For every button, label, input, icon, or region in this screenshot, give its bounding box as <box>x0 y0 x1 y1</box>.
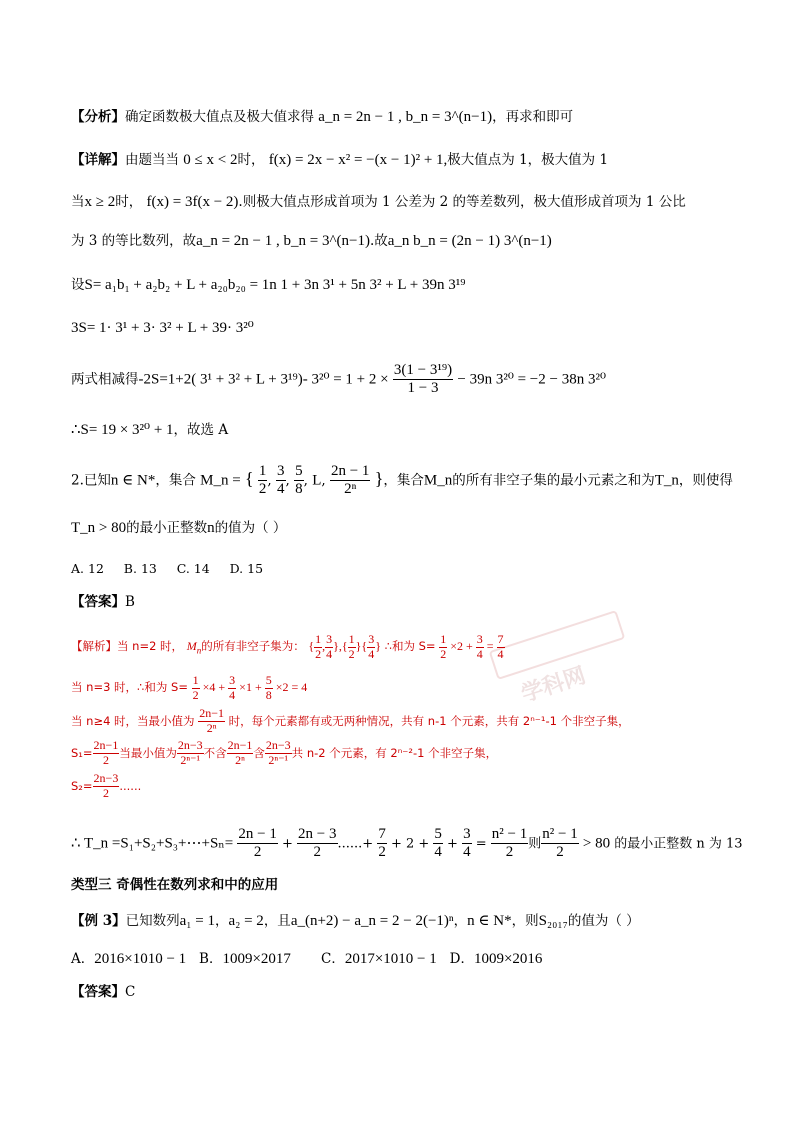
example-condition: n ∈ N* <box>467 913 512 929</box>
fraction-numerator: 3(1 − 3¹⁹) <box>393 362 453 380</box>
solution2-line-5: S₂= $\frac{2n-3}{2}$ ...... <box>71 771 142 800</box>
example-text: 的值为（ ） <box>567 913 640 929</box>
solution-text: 当 n=2 时， <box>117 639 184 654</box>
question-formula: T_n > 80 <box>71 520 127 536</box>
detail-condition: x ≥ 2 <box>84 194 116 210</box>
option-c[interactable] <box>321 951 437 967</box>
detail-text: 为 3 的等比数列，故 <box>71 233 197 249</box>
detail-formula: -2S=1+2( 3¹ + 3² + L + 3¹⁹)- 3²⁰ = 1 + 2 × <box>138 371 389 388</box>
question2-answer <box>71 593 135 611</box>
set-label: M_n <box>423 472 453 489</box>
option-value: 1009×2016 <box>473 951 543 967</box>
analysis-tail: ，再求和即可 <box>492 109 574 125</box>
set-item: L <box>312 472 322 489</box>
fraction-numerator: 3 <box>276 463 286 481</box>
solution-text: 不含 <box>203 745 227 760</box>
detail-formula: S= a₁b₁ + a₂b₂ + L + a₂₀b₂₀ = 1n 1 + 3n 3¹ + 5n 3² + L + 39n 3¹⁹ <box>84 277 466 293</box>
detail-formula: 3S= 1· 3¹ + 3· 3² + L + 39· 3²⁰ <box>71 320 254 336</box>
detail-text: .则极大值点形成首项为 1 公差为 2 的等差数列，极大值形成首项为 1 公比 <box>238 194 686 210</box>
example-text: 已知数列 <box>125 913 180 929</box>
option-label: C． <box>320 951 345 967</box>
solution-label: 【解析】 <box>71 639 117 654</box>
example3-answer <box>71 983 135 1001</box>
detail-formula: a_n = 2n − 1 , b_n = 3^(n−1) <box>196 233 370 249</box>
question-text: 的最小正整数 <box>126 520 208 536</box>
fraction-denominator: 4 <box>277 481 285 498</box>
solution-text: 当 n≥4 时，当最小值为 <box>71 713 195 728</box>
section-title: 类型三 奇偶性在数列求和中的应用 <box>71 877 279 893</box>
detail-line-2 <box>71 193 686 211</box>
detail-line-4 <box>71 276 465 294</box>
sum-fraction: $\frac{3}{4}$ <box>463 826 471 861</box>
solution-text: S₂= <box>71 778 93 793</box>
detail-line-6 <box>71 362 606 398</box>
detail-line-5 <box>71 319 254 337</box>
fraction-numerator: 5 <box>294 463 304 481</box>
solution2-line-1: 【解析】当 n=2 时， $M_n$的所有非空子集为： { $\frac{1}{2}$ , $\frac{3}{4}$ },{ $\frac{1}{2}$ }{ $\frac{3}{4}$ } ∴和为 S= $\frac{1}{2}$ ×2 + $\frac{3}{4}$ = $\frac{7}{4}$ <box>71 632 504 661</box>
fraction-denominator: 1 − 3 <box>407 380 439 397</box>
option-b[interactable] <box>124 561 157 576</box>
question-text: ，则使得 <box>678 472 733 489</box>
question2-options <box>71 560 263 578</box>
fraction-numerator: 2n − 1 <box>330 463 370 481</box>
solution-sum: $\frac{1}{2}$ ×4 + $\frac{3}{4}$ ×1 + $\frac{5}{8}$ ×2 = 4 <box>192 673 308 702</box>
solution-text: S₁= <box>71 745 93 760</box>
sum-dots: ......+ <box>337 836 374 852</box>
option-label: A． <box>71 951 95 967</box>
solution-text: ...... <box>119 778 142 793</box>
detail-line-1 <box>71 151 608 169</box>
solution-text: 的所有非空子集为： <box>201 639 305 654</box>
question-number: 2.已知 <box>71 472 111 489</box>
answer-label: 【答案】 <box>71 594 125 610</box>
solution-text: 时，每个元素都有或无两种情况，共有 n-1 个元素，共有 2ⁿ⁻¹-1 个非空子集， <box>228 713 630 728</box>
option-label: D． <box>449 951 474 967</box>
analysis-label: 【分析】 <box>71 109 125 125</box>
detail-text: 设 <box>71 277 85 293</box>
option-label: C. <box>176 561 190 576</box>
question-variable: n <box>207 520 215 536</box>
example-label: 【例 3】 <box>71 913 126 929</box>
option-a[interactable] <box>71 561 104 576</box>
example-condition: a₁ = 1 <box>179 913 215 929</box>
example3-line-1: 【例 3】已知数列a₁ = 1，a₂ = 2，且a_(n+2) − a_n = 2 − 2(−1)ⁿ，n ∈ N*，则S₂₀₁₇的值为（ ） <box>71 913 640 929</box>
question-text: 的值为（ ） <box>214 520 287 536</box>
set-brace-open: { <box>244 468 254 489</box>
set-label: M_n = <box>200 472 241 489</box>
watermark-logo: 学科网 <box>518 663 589 708</box>
analysis-formula: a_n = 2n − 1 , b_n = 3^(n−1) <box>318 109 493 125</box>
option-b[interactable] <box>199 951 291 967</box>
example-recurrence: a_(n+2) − a_n = 2 − 2(−1)ⁿ <box>290 913 454 929</box>
option-label: A. <box>71 561 85 576</box>
detail-formula: f(x) = 3f(x − 2) <box>146 194 239 210</box>
set-item <box>294 463 304 499</box>
option-value: 13 <box>140 561 157 576</box>
sum-text: 则 <box>528 836 542 852</box>
detail-text: 极大值点为 1，极大值为 1 <box>447 152 609 168</box>
answer-value: C <box>125 984 136 1000</box>
example3-options <box>71 950 542 968</box>
detail-text: 由题当当 <box>125 152 179 168</box>
detail-text: 两式相减得 <box>71 371 139 388</box>
option-label: D. <box>229 561 244 576</box>
sum-text: 的最小正整数 n 为 13 <box>614 836 743 852</box>
solution2-line-2 <box>71 674 307 703</box>
question2-line-1: 2.已知n ∈ N*，集合 M_n = { $\frac{1}{2}$ , $\frac{3}{4}$ , $\frac{5}{8}$ , L, $\frac{2n - 1}{\text{2ⁿ}}$ }，集合M_n的所有非空子集的最小元素之和为T_n，则使得 <box>71 463 733 498</box>
option-value: 12 <box>88 561 104 576</box>
solution2-line-4: S₁= $\frac{2n-1}{2}$ 当最小值为 $\frac{2n-3}{\text{2ⁿ⁻¹}}$ 不含 $\frac{2n-1}{\text{2ⁿ}}$ 含 $\frac{2n-3}{\text{2ⁿ⁻¹}}$ 共 n-2 个元素，有 2ⁿ⁻²-1 个非空子集， <box>71 738 498 767</box>
option-value: 2016×1010 − 1 <box>94 951 187 967</box>
solution-text: ∴和为 S= <box>384 639 436 654</box>
option-a[interactable] <box>71 951 186 967</box>
detail-text: .故 <box>369 233 388 249</box>
example-text: ，且 <box>263 913 291 929</box>
solution-text: 共 n-2 个元素，有 2ⁿ⁻²-1 个非空子集， <box>291 745 498 760</box>
option-d[interactable] <box>230 561 263 576</box>
answer-value: B <box>125 594 135 610</box>
sum-fraction: $\frac{2n - 3}{2}$ <box>298 826 337 861</box>
solution-sets: { $\frac{1}{2}$ , $\frac{3}{4}$ },{ $\frac{1}{2}$ }{ $\frac{3}{4}$ } <box>308 632 381 661</box>
solution-text: 含 <box>253 745 265 760</box>
detail-condition: 0 ≤ x < 2 <box>183 152 238 168</box>
detail-formula: − 39n 3²⁰ = −2 − 38n 3²⁰ <box>457 371 606 388</box>
detail-formula: a_n b_n = (2n − 1) 3^(n−1) <box>387 233 552 249</box>
solution2-line-3 <box>71 707 630 736</box>
example-target: S₂₀₁₇ <box>538 913 568 929</box>
analysis-line <box>71 108 573 126</box>
detail-formula: f(x) = 2x − x² = −(x − 1)² + 1, <box>268 152 448 168</box>
sum-inequality: > 80 <box>582 835 611 852</box>
option-c[interactable] <box>177 561 210 576</box>
answer-label: 【答案】 <box>71 984 125 1000</box>
option-value: 15 <box>247 561 264 576</box>
option-label: B． <box>199 951 223 967</box>
question-text: ，集合 <box>383 472 424 489</box>
sum-fraction: $\frac{\text{n² − 1}}{2}$ <box>542 826 578 861</box>
question-condition: n ∈ N* <box>110 472 156 489</box>
detail-text: 时， <box>237 152 265 168</box>
set-item <box>276 463 286 499</box>
sum-fraction: $\frac{2n - 1}{2}$ <box>238 826 277 861</box>
solution-text: 当最小值为 <box>119 745 177 760</box>
sum-fraction: $\frac{7}{2}$ <box>378 826 386 861</box>
sum-prefix: ∴ T_n =S₁+S₂+S₃+⋯+Sₙ= <box>71 835 234 852</box>
solution-fraction: $\frac{2n-1}{\text{2ⁿ}}$ <box>199 706 224 735</box>
detail-text: 当 <box>71 194 85 210</box>
sum-fraction: $\frac{5}{4}$ <box>434 826 442 861</box>
solution-sum: $\frac{1}{2}$ ×2 + $\frac{3}{4}$ = $\frac{7}{4}$ <box>440 632 504 661</box>
detail-formula: ∴S= 19 × 3²⁰ + 1 <box>71 422 174 438</box>
detail-fraction <box>393 362 453 398</box>
option-value: 2017×1010 − 1 <box>344 951 437 967</box>
set-item <box>258 463 268 499</box>
sum-fraction: $\frac{\text{n² − 1}}{2}$ <box>491 826 528 861</box>
detail-label: 【详解】 <box>71 152 125 168</box>
option-label: B. <box>123 561 137 576</box>
fraction-denominator: 2 <box>258 481 267 498</box>
option-d[interactable] <box>450 951 543 967</box>
question-text: ，集合 <box>155 472 196 489</box>
option-value: 14 <box>193 561 210 576</box>
fraction-denominator: 8 <box>295 481 303 498</box>
example-text: ，则 <box>511 913 539 929</box>
fraction-denominator: 2ⁿ <box>344 481 357 498</box>
solution2-sum-line: ∴ T_n =S₁+S₂+S₃+⋯+Sₙ= $\frac{2n - 1}{2}$ + $\frac{2n - 3}{2}$ ......+ $\frac{7}{2}$ + 2 + $\frac{5}{4}$ + $\frac{3}{4}$ = $\frac{\text{n² − 1}}{2}$ 则 $\frac{\text{n² − 1}}{2}$ > 80 的最小正整数 n 为 13 <box>71 826 743 861</box>
question2-line-2 <box>71 519 286 537</box>
detail-line-3 <box>71 232 552 250</box>
option-value: 1009×2017 <box>222 951 291 967</box>
example-condition: a₂ = 2 <box>228 913 264 929</box>
set-item <box>330 463 370 499</box>
analysis-text: 确定函数极大值点及极大值求得 <box>125 109 314 125</box>
solution-text: 当 n=3 时，∴和为 S= <box>71 680 188 695</box>
fraction-numerator: 1 <box>258 463 268 481</box>
detail-text: 时， <box>115 194 143 210</box>
tn-symbol: T_n <box>654 472 679 489</box>
detail-text: ，故选 A <box>173 422 229 438</box>
question-text: 的所有非空子集的最小元素之和为 <box>452 472 655 489</box>
set-brace-close: } <box>374 468 384 489</box>
detail-line-7 <box>71 421 228 439</box>
